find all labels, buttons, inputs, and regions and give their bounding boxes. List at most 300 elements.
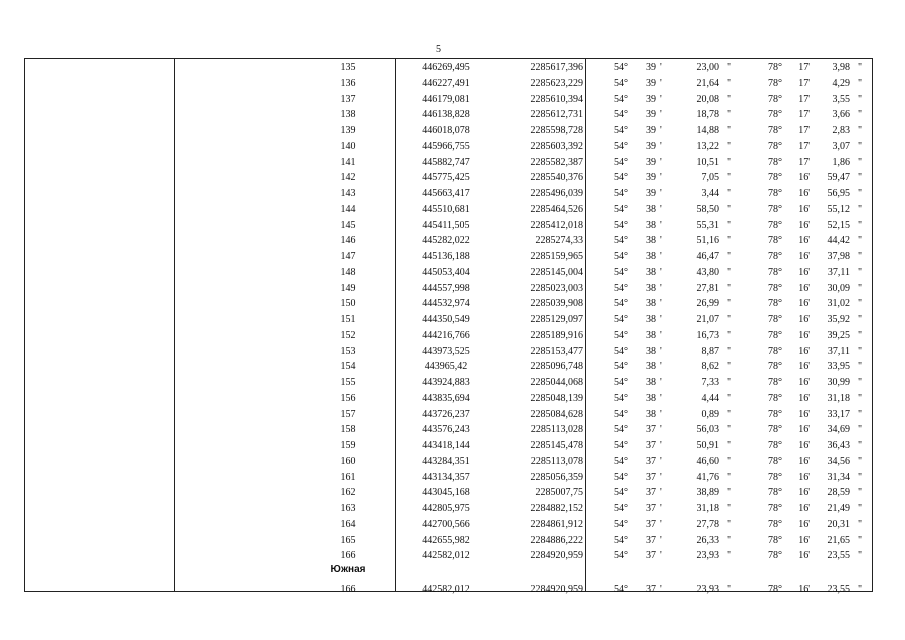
x-coordinate: 445136,188 xyxy=(422,251,470,262)
table-row xyxy=(0,375,905,390)
point-number: 141 xyxy=(340,156,356,168)
lon-seconds: 3,07 xyxy=(832,140,850,152)
x-coordinate: 443835,694 xyxy=(422,392,470,404)
lat-minute-mark: ' xyxy=(660,62,662,73)
lat-degrees: 54° xyxy=(614,140,628,152)
lat-minute-mark: ' xyxy=(660,550,662,562)
lat-minute-mark: ' xyxy=(660,188,662,199)
lat-seconds: 18,78 xyxy=(696,109,719,121)
lat-minutes: 37 xyxy=(646,534,656,546)
point-number: 162 xyxy=(340,487,356,499)
y-coordinate: 2285084,628 xyxy=(530,408,583,420)
lon-seconds: 4,29 xyxy=(832,77,850,89)
table-row xyxy=(0,501,905,516)
lon-seconds: 33,17 xyxy=(827,408,850,420)
lat-seconds: 56,03 xyxy=(696,424,719,436)
lat-minutes: 37 xyxy=(646,440,656,451)
lat-seconds: 41,76 xyxy=(696,471,719,483)
lat-minute-mark: ' xyxy=(660,487,662,499)
lat-minute-mark: ' xyxy=(660,534,662,546)
lon-seconds: 30,99 xyxy=(827,377,850,388)
lon-minutes: 16' xyxy=(798,219,810,231)
point-number: 143 xyxy=(340,188,356,199)
point-number: 138 xyxy=(340,109,356,121)
lon-seconds: 28,59 xyxy=(827,487,850,499)
lon-second-mark: " xyxy=(858,440,863,451)
lat-minute-mark: ' xyxy=(660,392,662,404)
lon-degrees: 78° xyxy=(768,361,782,373)
lat-second-mark: " xyxy=(727,251,732,262)
section-label: Южная xyxy=(330,564,366,575)
lon-degrees: 78° xyxy=(768,109,782,121)
lon-minutes: 17' xyxy=(798,77,810,89)
point-number: 149 xyxy=(340,282,356,294)
point-number: 151 xyxy=(340,314,356,325)
lat-second-mark: " xyxy=(727,314,732,325)
table-row xyxy=(0,233,905,248)
lat-second-mark: " xyxy=(727,298,732,310)
lon-degrees: 78° xyxy=(768,298,782,310)
lat-degrees: 54° xyxy=(614,345,628,357)
lon-seconds: 21,49 xyxy=(827,503,850,514)
lat-minutes: 39 xyxy=(646,77,656,89)
lat-seconds: 7,05 xyxy=(701,172,719,184)
lat-seconds: 3,44 xyxy=(701,188,719,199)
lat-degrees: 54° xyxy=(614,534,628,546)
lat-seconds: 23,93 xyxy=(696,550,719,562)
lat-minutes: 39 xyxy=(646,172,656,184)
lon-seconds: 23,55 xyxy=(827,584,850,595)
x-coordinate: 446179,081 xyxy=(422,93,470,105)
point-number: 145 xyxy=(340,219,356,231)
lat-second-mark: " xyxy=(727,172,732,184)
lat-minutes: 37 xyxy=(646,584,656,595)
lon-minutes: 17' xyxy=(798,109,810,121)
lat-minutes: 37 xyxy=(646,424,656,436)
point-number: 147 xyxy=(340,251,356,262)
point-number: 166 xyxy=(340,584,356,595)
lat-seconds: 8,87 xyxy=(701,345,719,357)
lat-degrees: 54° xyxy=(614,518,628,530)
lat-degrees: 54° xyxy=(614,408,628,420)
lat-seconds: 26,99 xyxy=(696,298,719,310)
x-coordinate: 442805,975 xyxy=(422,503,470,514)
y-coordinate: 2285129,097 xyxy=(530,314,583,325)
lon-second-mark: " xyxy=(858,188,863,199)
lat-seconds: 58,50 xyxy=(696,203,719,215)
lon-minutes: 16' xyxy=(798,455,810,467)
lon-second-mark: " xyxy=(858,282,863,294)
lat-second-mark: " xyxy=(727,140,732,152)
point-number: 164 xyxy=(340,518,356,530)
y-coordinate: 2285056,359 xyxy=(530,471,583,483)
lon-second-mark: " xyxy=(858,298,863,310)
lat-minutes: 38 xyxy=(646,392,656,404)
lat-minutes: 38 xyxy=(646,235,656,247)
lon-degrees: 78° xyxy=(768,172,782,184)
lat-minute-mark: ' xyxy=(660,518,662,530)
lat-minute-mark: ' xyxy=(660,455,662,467)
y-coordinate: 2284920,959 xyxy=(530,584,583,595)
x-coordinate: 446269,495 xyxy=(422,62,470,73)
x-coordinate: 446138,828 xyxy=(422,109,470,121)
lat-minute-mark: ' xyxy=(660,329,662,341)
x-coordinate: 444350,549 xyxy=(422,314,470,325)
table-row xyxy=(0,454,905,469)
lon-minutes: 16' xyxy=(798,282,810,294)
lat-seconds: 0,89 xyxy=(701,408,719,420)
lon-seconds: 39,25 xyxy=(827,329,850,341)
lat-minutes: 38 xyxy=(646,266,656,278)
lon-minutes: 16' xyxy=(798,503,810,514)
lon-degrees: 78° xyxy=(768,251,782,262)
lat-degrees: 54° xyxy=(614,471,628,483)
y-coordinate: 2285582,387 xyxy=(530,156,583,168)
lat-second-mark: " xyxy=(727,455,732,467)
lon-minutes: 17' xyxy=(798,156,810,168)
lat-second-mark: " xyxy=(727,93,732,105)
point-number: 136 xyxy=(340,77,356,89)
lat-minutes: 39 xyxy=(646,156,656,168)
lat-degrees: 54° xyxy=(614,188,628,199)
lat-minutes: 38 xyxy=(646,298,656,310)
lon-degrees: 78° xyxy=(768,408,782,420)
lon-seconds: 36,43 xyxy=(827,440,850,451)
point-number: 158 xyxy=(340,424,356,436)
lat-degrees: 54° xyxy=(614,455,628,467)
y-coordinate: 2284861,912 xyxy=(530,518,583,530)
lat-degrees: 54° xyxy=(614,298,628,310)
y-coordinate: 2285145,004 xyxy=(530,266,583,278)
y-coordinate: 2285617,396 xyxy=(530,62,583,73)
lat-minute-mark: ' xyxy=(660,266,662,278)
y-coordinate: 2285274,33 xyxy=(535,235,583,247)
table-row xyxy=(0,107,905,122)
x-coordinate: 442582,012 xyxy=(422,550,470,562)
lon-second-mark: " xyxy=(858,518,863,530)
y-coordinate: 2285610,394 xyxy=(530,93,583,105)
x-coordinate: 444216,766 xyxy=(422,329,470,341)
lon-degrees: 78° xyxy=(768,266,782,278)
lat-seconds: 16,73 xyxy=(696,329,719,341)
table-row xyxy=(0,92,905,107)
y-coordinate: 2285189,916 xyxy=(530,329,583,341)
x-coordinate: 443726,237 xyxy=(422,408,470,420)
lat-minutes: 37 xyxy=(646,518,656,530)
point-number: 144 xyxy=(340,203,356,215)
x-coordinate: 443134,357 xyxy=(422,471,470,483)
lat-degrees: 54° xyxy=(614,77,628,89)
lon-degrees: 78° xyxy=(768,584,782,595)
table-row xyxy=(0,281,905,296)
lat-minutes: 37 xyxy=(646,487,656,499)
table-row xyxy=(0,249,905,264)
table-row xyxy=(0,582,905,597)
table-row xyxy=(0,391,905,406)
point-number: 161 xyxy=(340,471,356,483)
x-coordinate: 442655,982 xyxy=(422,534,470,546)
lat-minute-mark: ' xyxy=(660,503,662,514)
table-row xyxy=(0,296,905,311)
lat-seconds: 43,80 xyxy=(696,266,719,278)
lon-degrees: 78° xyxy=(768,77,782,89)
lon-second-mark: " xyxy=(858,109,863,121)
lat-second-mark: " xyxy=(727,203,732,215)
lat-degrees: 54° xyxy=(614,235,628,247)
lat-seconds: 51,16 xyxy=(696,235,719,247)
y-coordinate: 2285044,068 xyxy=(530,377,583,388)
lat-minute-mark: ' xyxy=(660,203,662,215)
lat-second-mark: " xyxy=(727,77,732,89)
x-coordinate: 444532,974 xyxy=(422,298,470,310)
lat-seconds: 8,62 xyxy=(701,361,719,373)
x-coordinate: 443045,168 xyxy=(422,487,470,499)
x-coordinate: 443973,525 xyxy=(422,345,470,357)
y-coordinate: 2284882,152 xyxy=(530,503,583,514)
lon-degrees: 78° xyxy=(768,188,782,199)
lon-minutes: 16' xyxy=(798,487,810,499)
table-row xyxy=(0,548,905,563)
lat-minutes: 38 xyxy=(646,282,656,294)
lat-minutes: 39 xyxy=(646,109,656,121)
lon-second-mark: " xyxy=(858,314,863,325)
lat-degrees: 54° xyxy=(614,503,628,514)
table-row xyxy=(0,218,905,233)
lat-degrees: 54° xyxy=(614,487,628,499)
lat-minute-mark: ' xyxy=(660,235,662,247)
lon-second-mark: " xyxy=(858,550,863,562)
lat-minute-mark: ' xyxy=(660,377,662,388)
lon-degrees: 78° xyxy=(768,455,782,467)
x-coordinate: 445966,755 xyxy=(422,140,470,152)
lon-degrees: 78° xyxy=(768,518,782,530)
lat-degrees: 54° xyxy=(614,125,628,136)
y-coordinate: 2285464,526 xyxy=(530,203,583,215)
lat-second-mark: " xyxy=(727,487,732,499)
lon-minutes: 16' xyxy=(798,345,810,357)
lat-seconds: 38,89 xyxy=(696,487,719,499)
y-coordinate: 2285113,028 xyxy=(530,424,583,436)
lon-seconds: 31,02 xyxy=(827,298,850,310)
lat-seconds: 13,22 xyxy=(696,140,719,152)
lon-second-mark: " xyxy=(858,487,863,499)
lat-degrees: 54° xyxy=(614,377,628,388)
lat-second-mark: " xyxy=(727,266,732,278)
lon-second-mark: " xyxy=(858,172,863,184)
lon-seconds: 34,69 xyxy=(827,424,850,436)
lat-degrees: 54° xyxy=(614,550,628,562)
lat-seconds: 23,00 xyxy=(696,62,719,73)
lon-second-mark: " xyxy=(858,266,863,278)
lon-seconds: 2,83 xyxy=(832,125,850,136)
lon-minutes: 17' xyxy=(798,62,810,73)
lon-second-mark: " xyxy=(858,62,863,73)
table-row xyxy=(0,155,905,170)
lon-second-mark: " xyxy=(858,377,863,388)
lat-seconds: 50,91 xyxy=(696,440,719,451)
lat-second-mark: " xyxy=(727,471,732,483)
lon-degrees: 78° xyxy=(768,345,782,357)
lon-second-mark: " xyxy=(858,392,863,404)
point-number: 165 xyxy=(340,534,356,546)
lon-second-mark: " xyxy=(858,203,863,215)
table-row xyxy=(0,344,905,359)
lon-seconds: 34,56 xyxy=(827,455,850,467)
lat-minute-mark: ' xyxy=(660,440,662,451)
lat-degrees: 54° xyxy=(614,440,628,451)
y-coordinate: 2285153,477 xyxy=(530,345,583,357)
lat-seconds: 21,07 xyxy=(696,314,719,325)
point-number: 156 xyxy=(340,392,356,404)
y-coordinate: 2285598,728 xyxy=(530,125,583,136)
lat-minutes: 39 xyxy=(646,93,656,105)
lon-second-mark: " xyxy=(858,77,863,89)
lon-seconds: 44,42 xyxy=(827,235,850,247)
lon-degrees: 78° xyxy=(768,203,782,215)
lat-second-mark: " xyxy=(727,584,732,595)
lon-seconds: 21,65 xyxy=(827,534,850,546)
lat-second-mark: " xyxy=(727,377,732,388)
lat-second-mark: " xyxy=(727,219,732,231)
y-coordinate: 2285096,748 xyxy=(530,361,583,373)
lon-seconds: 37,98 xyxy=(827,251,850,262)
lat-minutes: 38 xyxy=(646,361,656,373)
lon-seconds: 23,55 xyxy=(827,550,850,562)
lon-seconds: 3,98 xyxy=(832,62,850,73)
lon-seconds: 35,92 xyxy=(827,314,850,325)
lat-minutes: 37 xyxy=(646,503,656,514)
lon-minutes: 16' xyxy=(798,188,810,199)
lat-degrees: 54° xyxy=(614,203,628,215)
lat-minutes: 38 xyxy=(646,329,656,341)
y-coordinate: 2284886,222 xyxy=(530,534,583,546)
lat-degrees: 54° xyxy=(614,156,628,168)
lat-second-mark: " xyxy=(727,62,732,73)
table-row xyxy=(0,470,905,485)
lon-degrees: 78° xyxy=(768,424,782,436)
point-number: 157 xyxy=(340,408,356,420)
y-coordinate: 2285412,018 xyxy=(530,219,583,231)
lon-seconds: 55,12 xyxy=(827,203,850,215)
y-coordinate: 2285623,229 xyxy=(530,77,583,89)
x-coordinate: 442582,012 xyxy=(422,584,470,595)
lon-minutes: 17' xyxy=(798,93,810,105)
lon-minutes: 16' xyxy=(798,471,810,483)
lat-second-mark: " xyxy=(727,518,732,530)
lon-second-mark: " xyxy=(858,345,863,357)
lon-second-mark: " xyxy=(858,361,863,373)
lat-minutes: 39 xyxy=(646,140,656,152)
lon-seconds: 3,66 xyxy=(832,109,850,121)
lat-minutes: 37 xyxy=(646,550,656,562)
y-coordinate: 2285540,376 xyxy=(530,172,583,184)
lon-degrees: 78° xyxy=(768,471,782,483)
point-number: 137 xyxy=(340,93,356,105)
lon-seconds: 31,34 xyxy=(827,471,850,483)
lat-minute-mark: ' xyxy=(660,156,662,168)
point-number: 135 xyxy=(340,62,356,73)
lat-minute-mark: ' xyxy=(660,282,662,294)
point-number: 140 xyxy=(340,140,356,152)
lat-degrees: 54° xyxy=(614,392,628,404)
table-row xyxy=(0,123,905,138)
x-coordinate: 446018,078 xyxy=(422,125,470,136)
lat-minute-mark: ' xyxy=(660,172,662,184)
point-number: 155 xyxy=(340,377,356,388)
point-number: 152 xyxy=(340,329,356,341)
lon-degrees: 78° xyxy=(768,156,782,168)
y-coordinate: 2285496,039 xyxy=(530,188,583,199)
x-coordinate: 443284,351 xyxy=(422,455,470,467)
table-row xyxy=(0,533,905,548)
lon-minutes: 16' xyxy=(798,361,810,373)
table-row xyxy=(0,517,905,532)
lat-minutes: 39 xyxy=(646,62,656,73)
lon-seconds: 1,86 xyxy=(832,156,850,168)
lat-seconds: 27,78 xyxy=(696,518,719,530)
table-row xyxy=(0,359,905,374)
lat-seconds: 7,33 xyxy=(701,377,719,388)
lat-degrees: 54° xyxy=(614,109,628,121)
x-coordinate: 445663,417 xyxy=(422,188,470,199)
lon-minutes: 16' xyxy=(798,329,810,341)
lat-minutes: 39 xyxy=(646,125,656,136)
table-row xyxy=(0,407,905,422)
lat-seconds: 20,08 xyxy=(696,93,719,105)
lat-second-mark: " xyxy=(727,503,732,514)
lat-degrees: 54° xyxy=(614,361,628,373)
point-number: 142 xyxy=(340,172,356,184)
lon-seconds: 30,09 xyxy=(827,282,850,294)
point-number: 163 xyxy=(340,503,356,514)
lat-second-mark: " xyxy=(727,440,732,451)
lat-minutes: 38 xyxy=(646,345,656,357)
lat-seconds: 46,47 xyxy=(696,251,719,262)
x-coordinate: 442700,566 xyxy=(422,518,470,530)
lat-second-mark: " xyxy=(727,408,732,420)
lon-minutes: 16' xyxy=(798,534,810,546)
lat-second-mark: " xyxy=(727,109,732,121)
lon-second-mark: " xyxy=(858,424,863,436)
lon-second-mark: " xyxy=(858,503,863,514)
lon-second-mark: " xyxy=(858,408,863,420)
lon-minutes: 16' xyxy=(798,203,810,215)
point-number: 148 xyxy=(340,266,356,278)
lon-second-mark: " xyxy=(858,93,863,105)
lat-second-mark: " xyxy=(727,188,732,199)
lat-minutes: 38 xyxy=(646,203,656,215)
point-number: 154 xyxy=(340,361,356,373)
lat-minutes: 39 xyxy=(646,188,656,199)
lon-minutes: 16' xyxy=(798,314,810,325)
lat-minute-mark: ' xyxy=(660,584,662,595)
y-coordinate: 2285048,139 xyxy=(530,392,583,404)
lat-second-mark: " xyxy=(727,392,732,404)
table-row xyxy=(0,202,905,217)
lon-degrees: 78° xyxy=(768,392,782,404)
lat-degrees: 54° xyxy=(614,584,628,595)
x-coordinate: 443924,883 xyxy=(422,377,470,388)
x-coordinate: 443965,42 xyxy=(424,361,468,373)
lon-second-mark: " xyxy=(858,329,863,341)
x-coordinate: 445282,022 xyxy=(422,235,470,247)
lat-degrees: 54° xyxy=(614,329,628,341)
lon-second-mark: " xyxy=(858,471,863,483)
x-coordinate: 445510,681 xyxy=(422,203,470,215)
lon-degrees: 78° xyxy=(768,377,782,388)
lat-minute-mark: ' xyxy=(660,408,662,420)
lon-second-mark: " xyxy=(858,235,863,247)
